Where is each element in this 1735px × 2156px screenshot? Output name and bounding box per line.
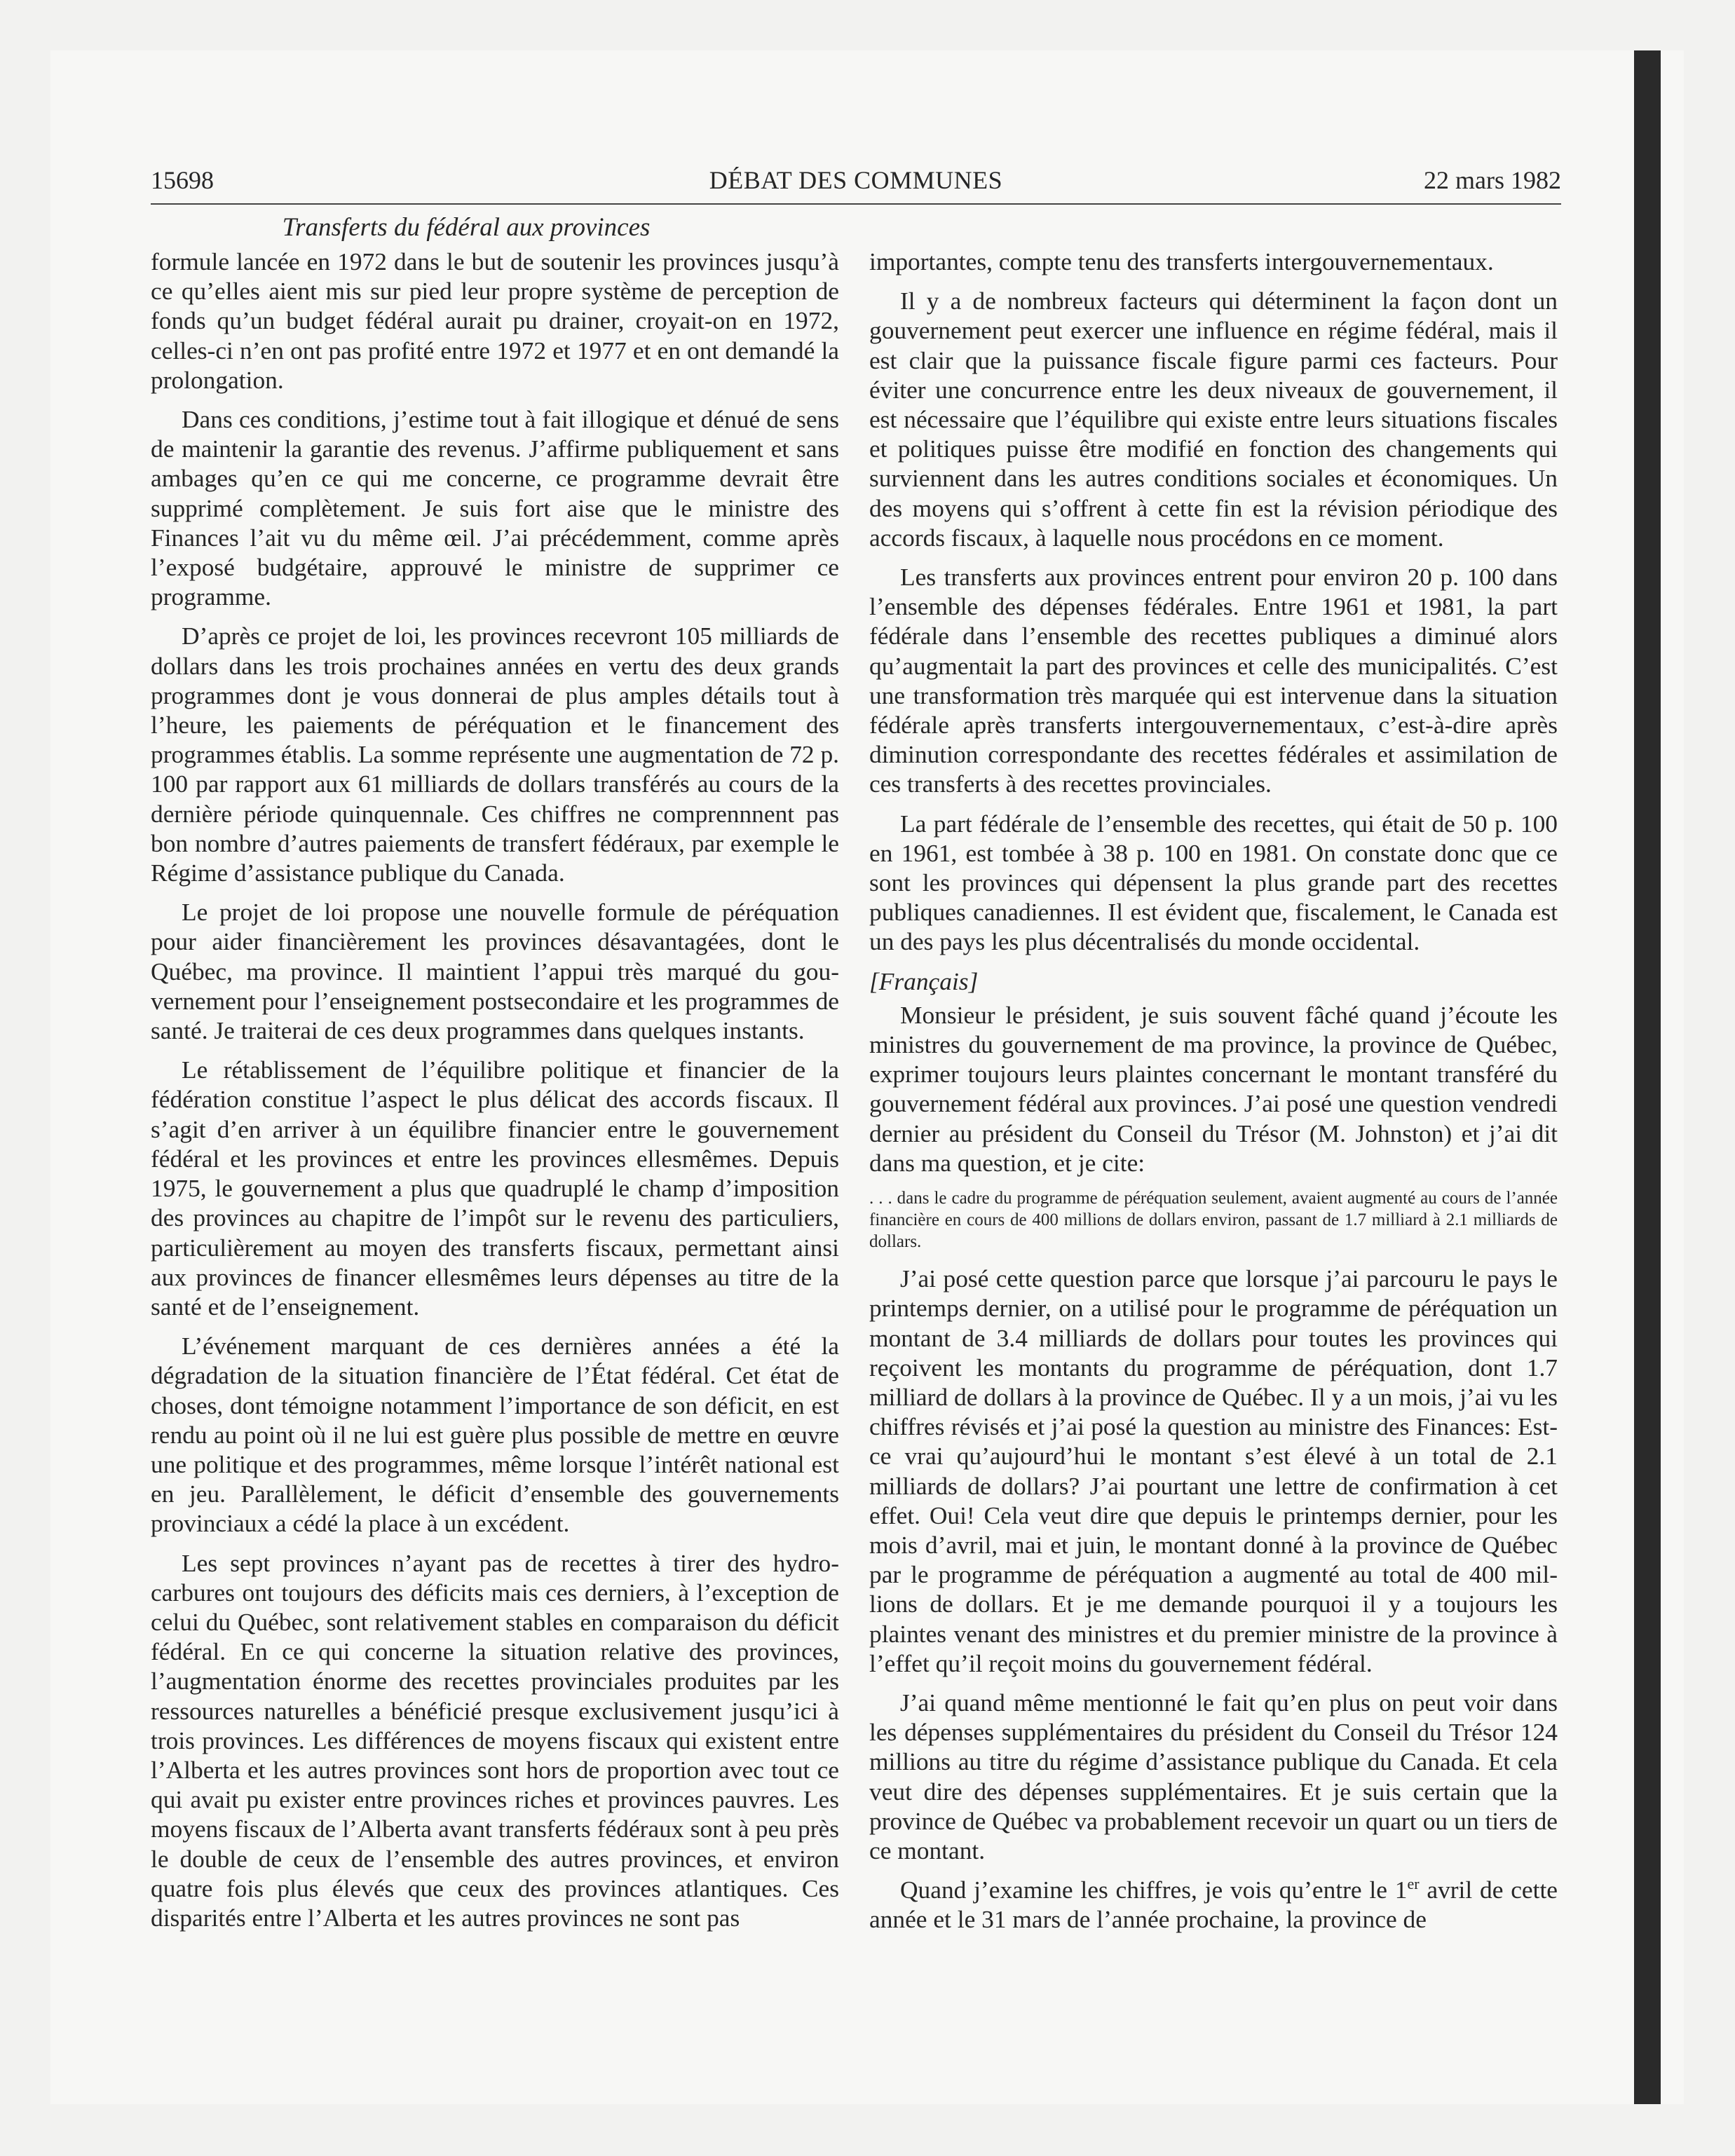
paragraph: Il y a de nombreux facteurs qui déterminent la façon dont un gouvernement peut exercer une influence en régime fédéral, mais il est clair que la puissance fiscale figure parmi ces facteurs. Pour éviter une concurrence entre les deux niveaux de gouvernement, il est nécessaire que l’équilibre qui existe entre leurs situations fiscales et politiques puisse être modifié en fonction des changements qui surviennent dans les autres conditions sociales et économiques. Un des moyens qui s’offrent à cette fin est la révision périodique des accords fiscaux, à laquelle nous procédons en ce moment. [869,287,1558,552]
paragraph: Le projet de loi propose une nouvelle formule de péréquation pour aider financièrement les provinces désavantagées, dont le Québec, ma province. Il maintient l’appui très marqué du gouvernement pour l’enseignement postsecondaire et les programmes de santé. Je traiterai de ces deux programmes dans quelques instants. [151,898,839,1045]
paragraph: Le rétablissement de l’équilibre politique et financier de la fédération constitue l’aspect le plus délicat des accords fiscaux. Il s’agit d’en arriver à un équilibre financier entre le gouvernement fédéral et les provinces et entre les provinces ellesmêmes. Depuis 1975, le gouvernement a plus que quadruplé le champ d’imposition des provinces au chapitre de l’impôt sur le revenu des particuliers, particulièrement au moyen des transferts fiscaux, permettant ainsi aux provinces de financer ellesmêmes leurs dépenses au titre de la santé et de l’enseignement. [151,1056,839,1321]
paragraph: formule lancée en 1972 dans le but de soutenir les provinces jusqu’à ce qu’elles aient mis sur pied leur propre système de perception de fonds qu’un budget fédéral aurait pu drainer, croyait-on en 1972, celles-ci n’en ont pas profité entre 1972 et 1977 et en ont demandé la prolongation. [151,247,839,394]
paragraph: J’ai posé cette question parce que lorsque j’ai parcouru le pays le printemps dernier, on a utilisé pour le programme de péréquation un montant de 3.4 milliards de dollars pour toutes les provinces qui reçoivent les montants du programme de péréquation, dont 1.7 milliard de dollars à la province de Québec. Il y a un mois, j’ai vu les chiffres révisés et j’ai posé la question au ministre des Finances: Est-ce vrai qu’aujourd’hui le montant s’est élevé à un total de 2.1 milliards de dollars? J’ai pourtant une lettre de confirmation à cet effet. Oui! Cela veut dire que depuis le printemps dernier, pour les mois d’avril, mai et juin, le montant donné à la province de Québec par le programme de péréquation a augmenté au total de 400 millions de dollars. Et je me demande pourquoi il y a toujours les plaintes venant des ministres et du premier ministre de la province à l’effet qu’il reçoit moins du gouvernement fédéral. [869,1264,1558,1677]
text-run: avril de cette année et le 31 mars de l’année prochaine, la province de [869,1876,1558,1934]
paragraph: Les sept provinces n’ayant pas de recettes à tirer des hydrocarbures ont toujours des déficits mais ces derniers, à l’exception de celui du Québec, sont relativement stables en comparaison du déficit fédéral. En ce qui concerne la situation relative des provinces, l’augmentation énorme des recettes provinciales produites par les ressources naturelles a bénéficié presque exclusivement jusqu’ici à trois provinces. Les différences de moyens fiscaux qui existent entre l’Alberta et les autres provinces sont hors de proportion avec tout ce qui avait pu exister entre provinces riches et provinces pauvres. Les moyens fiscaux de l’Alberta avant transferts fédéraux sont à peu près le double de ceux de l’ensemble des autres provinces, et environ quatre fois plus élevés que ceux des provinces atlantiques. Ces disparités entre l’Alberta et les autres provinces ne sont pas [151,1548,839,1932]
paragraph: D’après ce projet de loi, les provinces recevront 105 milliards de dollars dans les trois prochaines années en vertu des deux grands programmes dont je vous donnerai de plus amples détails tout à l’heure, les paiements de péréquation et le financement des programmes établis. La somme représente une augmentation de 72 p. 100 par rapport aux 61 milliards de dollars transférés au cours de la dernière période quinquennale. Ces chiffres ne comprennnent pas bon nombre d’autres paiements de transfert fédéraux, par exemple le Régime d’assistance publique du Canada. [151,622,839,887]
paragraph: Les transferts aux provinces entrent pour environ 20 p. 100 dans l’ensemble des dépenses fédérales. Entre 1961 et 1981, la part fédérale dans l’ensemble des recettes publiques a diminué alors qu’augmentait la part des provinces et celle des municipalités. C’est une transformation très marquée qui est intervenue dans la situation fédérale après transferts intergouvernementaux, c’est-à-dire après diminution correspondante des recettes fédérales et assimilation de ces transferts à des recettes provinciales. [869,563,1558,798]
paragraph: Dans ces conditions, j’estime tout à fait illogique et dénué de sens de maintenir la garantie des revenus. J’affirme publiquement et sans ambages qu’en ce qui me concerne, ce programme devrait être supprimé complètement. Je suis fort aise que le ministre des Finances l’ait vu du même œil. J’ai précédemment, comme après l’exposé budgétaire, approuvé le ministre de supprimer ce programme. [151,405,839,611]
scan-edge-bar [1634,50,1661,2104]
paragraph: La part fédérale de l’ensemble des recettes, qui était de 50 p. 100 en 1961, est tombée à 38 p. 100 en 1981. On constate donc que ce sont les provinces qui dépensent la plus grande part des recettes publiques canadiennes. Il est évident que, fiscalement, le Canada est un des pays les plus décentralisés du monde occidental. [869,809,1558,956]
subject-heading: Transferts du fédéral aux provinces [282,213,651,242]
page-header [151,163,1561,205]
publication-title: DÉBAT DES COMMUNES [709,166,1003,194]
paragraph: Monsieur le président, je suis souvent fâché quand j’écoute les ministres du gouvernement de ma province, la province de Québec, exprimer toujours leurs plaintes concernant le montant transféré du gouvernement fédéral aux provinces. J’ai posé une question vendredi dernier au président du Conseil du Trésor (M. Johnston) et j’ai dit dans ma question, et je cite: [869,1000,1558,1177]
page-number: 15698 [151,166,214,194]
right-column [869,247,1558,1971]
paragraph: importantes, compte tenu des transferts intergouvernementaux. [869,247,1494,275]
ordinal-superscript: er [1407,1875,1420,1893]
page-date: 22 mars 1982 [1424,166,1561,194]
paragraph: L’événement marquant de ces dernières années a été la dégradation de la situation financière de l’État fédéral. Cet état de choses, dont témoigne notamment l’importance de son déficit, en est rendu au point où il ne lui est guère plus possible de mettre en œuvre une politique et des programmes, même lorsque l’intérêt national est en jeu. Parallèlement, le déficit d’ensemble des gouvernements provinciaux a cédé la place à un excédent. [151,1332,839,1538]
text-run: Quand j’examine les chiffres, je vois qu’entre le 1 [900,1876,1408,1904]
language-marker: [Français] [869,967,979,995]
block-quote: . . . dans le cadre du programme de péréquation seulement, avaient augmenté au cours de l’année financière en cours de 400 millions de dollars environ, passant de 1.7 milliard à 2.1 milliards de dollars. [869,1189,1558,1252]
left-column [151,247,839,1971]
paragraph-last [869,1875,1558,1934]
paragraph: J’ai quand même mentionné le fait qu’en plus on peut voir dans les dépenses supplémentaires du président du Conseil du Trésor 124 millions au titre du régime d’assistance publique du Canada. Et cela veut dire des dépenses supplémentaires. Et je suis certain que la province de Québec va probablement recevoir un quart ou un tiers de ce montant. [869,1688,1558,1864]
